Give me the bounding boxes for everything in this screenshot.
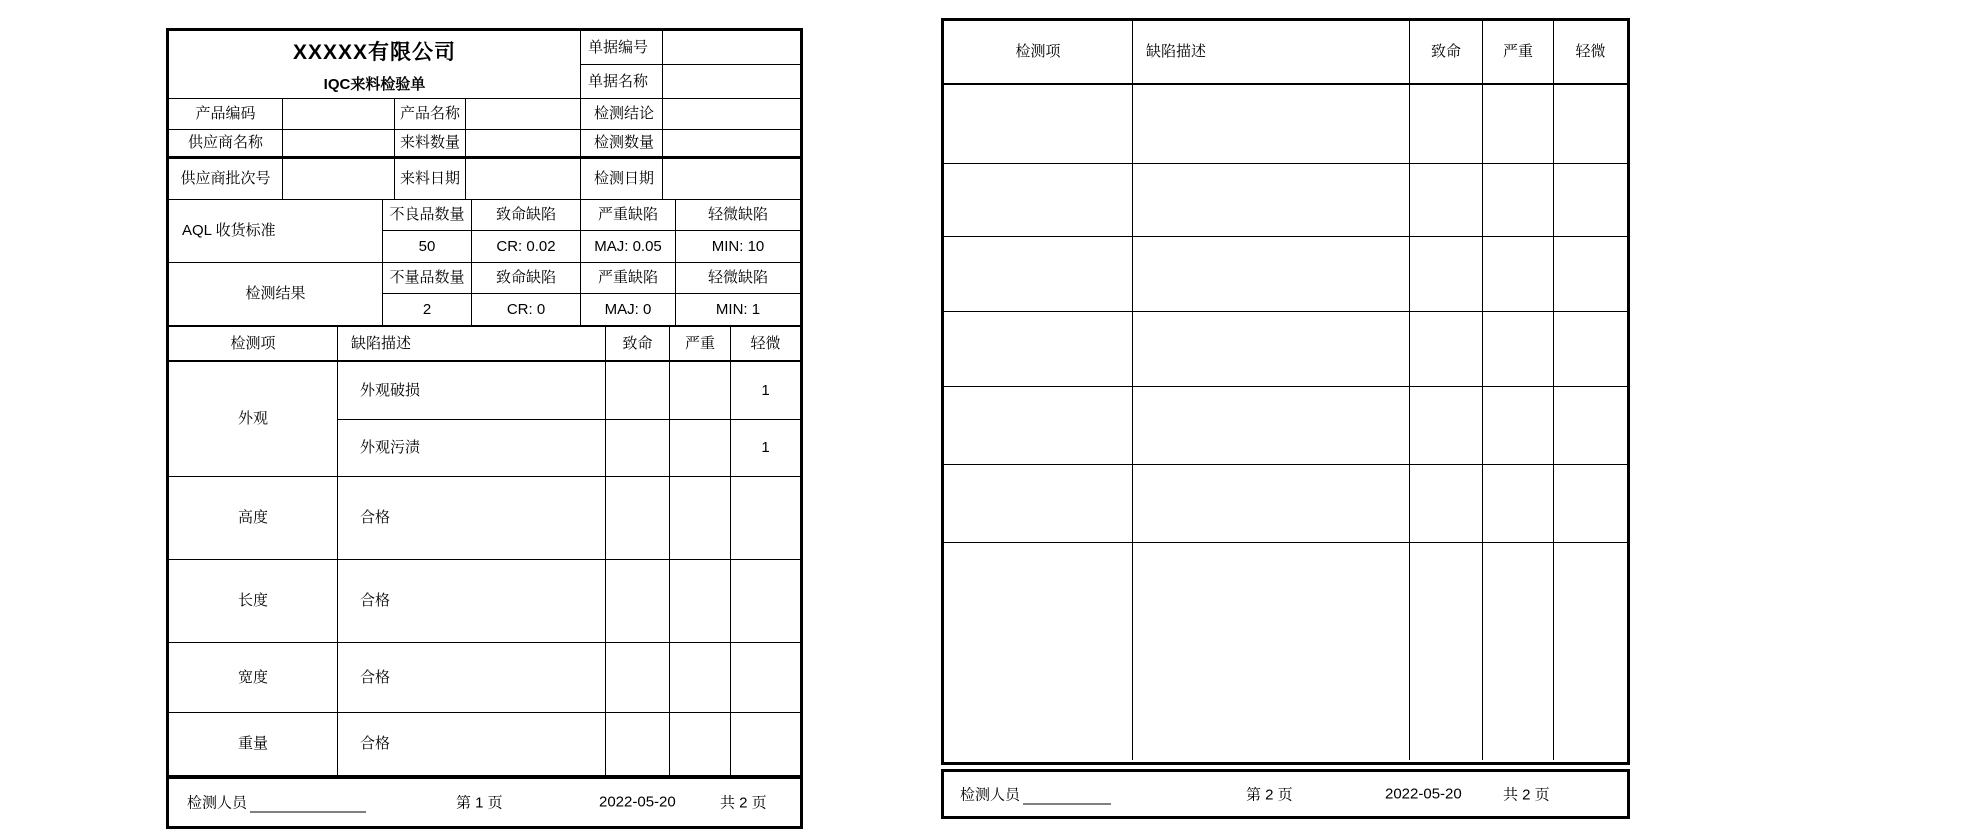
defect-desc: 外观破损 <box>338 362 606 420</box>
column-header-major: 严重 <box>1483 21 1554 83</box>
minor-count <box>731 560 800 643</box>
minor-count <box>731 477 800 560</box>
aql-standard-section <box>169 200 800 263</box>
result-value: CR: 0 <box>472 294 581 325</box>
empty-cell <box>1554 237 1627 312</box>
total-pages: 共 2 页 <box>1503 786 1550 804</box>
empty-cell <box>1410 387 1483 465</box>
critical-count <box>606 420 670 477</box>
inspection-item: 外观 <box>169 362 338 477</box>
empty-cell <box>1554 312 1627 387</box>
info-label: 来料日期 <box>395 159 466 199</box>
detail-table-header <box>944 21 1627 85</box>
major-count <box>670 477 731 560</box>
empty-cell <box>1483 465 1554 543</box>
company-name: XXXXX有限公司 <box>292 40 457 64</box>
major-count <box>670 560 731 643</box>
inspection-item: 重量 <box>169 713 338 775</box>
empty-cell <box>944 164 1133 237</box>
result-value: 2 <box>383 294 472 325</box>
empty-cell <box>944 543 1133 760</box>
result-header: 轻微缺陷 <box>676 263 800 294</box>
info-label: 检测日期 <box>581 159 663 199</box>
doc-name-label: 单据名称 <box>581 65 663 99</box>
inspector-label: 检测人员 <box>187 794 248 812</box>
empty-cell <box>1133 543 1410 760</box>
info-value <box>466 130 581 156</box>
detail-table-body <box>944 85 1627 760</box>
column-header-critical: 致命 <box>606 327 670 360</box>
major-count <box>670 713 731 775</box>
aql-value: 50 <box>383 231 472 262</box>
info-value <box>663 130 800 156</box>
empty-cell <box>1133 465 1410 543</box>
defect-desc: 合格 <box>338 713 606 775</box>
page-1 <box>166 28 803 829</box>
defect-desc: 合格 <box>338 477 606 560</box>
signature-line <box>1023 789 1111 805</box>
info-row-supplier <box>169 130 800 159</box>
doc-no-value <box>663 31 800 65</box>
inspection-item: 宽度 <box>169 643 338 713</box>
empty-cell <box>1410 237 1483 312</box>
inspector-label: 检测人员 <box>960 786 1021 804</box>
defect-desc: 外观污渍 <box>338 420 606 477</box>
doc-no-label: 单据编号 <box>581 31 663 65</box>
result-header: 不量品数量 <box>383 263 472 294</box>
empty-cell <box>1483 543 1554 760</box>
result-section-label: 检测结果 <box>169 263 383 325</box>
signature-line <box>250 797 366 813</box>
info-value <box>663 99 800 129</box>
empty-cell <box>1554 465 1627 543</box>
aql-value: MIN: 10 <box>711 237 765 255</box>
info-row-product <box>169 99 800 130</box>
aql-header: 严重缺陷 <box>581 200 676 231</box>
critical-count <box>606 643 670 713</box>
empty-cell <box>1483 237 1554 312</box>
critical-count <box>606 713 670 775</box>
info-value <box>663 159 800 199</box>
critical-count <box>606 362 670 420</box>
doc-name-value <box>663 65 800 99</box>
result-header: 致命缺陷 <box>472 263 581 294</box>
detail-table-body <box>169 362 800 775</box>
inspection-item: 长度 <box>169 560 338 643</box>
page-number: 第 1 页 <box>456 794 503 812</box>
inspector-signature <box>960 784 1111 805</box>
print-date: 2022-05-20 <box>1385 785 1462 803</box>
aql-header: 轻微缺陷 <box>676 200 800 231</box>
info-label: 供应商名称 <box>169 130 283 156</box>
page-2 <box>941 18 1630 765</box>
aql-header: 致命缺陷 <box>472 200 581 231</box>
column-header-critical: 致命 <box>1410 21 1483 83</box>
empty-cell <box>1133 312 1410 387</box>
empty-cell <box>1410 312 1483 387</box>
info-value <box>466 159 581 199</box>
page-1-footer <box>169 775 800 825</box>
info-row-batch <box>169 159 800 200</box>
result-value: MAJ: 0 <box>581 294 676 325</box>
defect-desc: 合格 <box>338 560 606 643</box>
empty-cell <box>944 237 1133 312</box>
print-date: 2022-05-20 <box>599 793 676 811</box>
column-header-defect-desc: 缺陷描述 <box>338 327 606 360</box>
empty-cell <box>1554 543 1627 760</box>
empty-cell <box>1133 164 1410 237</box>
column-header-minor: 轻微 <box>1575 43 1606 61</box>
empty-cell <box>1410 543 1483 760</box>
minor-count <box>731 643 800 713</box>
result-header: 严重缺陷 <box>581 263 676 294</box>
minor-count: 1 <box>731 362 800 420</box>
doc-info-block <box>581 31 800 98</box>
result-value: MIN: 1 <box>715 300 761 318</box>
detail-table-header <box>169 325 800 362</box>
empty-cell <box>1554 387 1627 465</box>
info-label: 检测数量 <box>581 130 663 156</box>
empty-cell <box>1410 164 1483 237</box>
empty-cell <box>1133 85 1410 164</box>
column-header-major: 严重 <box>670 327 731 360</box>
empty-cell <box>1554 85 1627 164</box>
column-header-item: 检测项 <box>944 21 1133 83</box>
info-value <box>283 130 395 156</box>
major-count <box>670 420 731 477</box>
empty-cell <box>1483 85 1554 164</box>
aql-value: MAJ: 0.05 <box>581 231 676 262</box>
column-header-item: 检测项 <box>169 327 338 360</box>
empty-cell <box>1483 387 1554 465</box>
aql-value: CR: 0.02 <box>472 231 581 262</box>
info-label: 产品编码 <box>169 99 283 129</box>
critical-count <box>606 560 670 643</box>
info-label: 检测结论 <box>581 99 663 129</box>
aql-section-label: AQL 收货标准 <box>169 200 383 262</box>
info-label: 供应商批次号 <box>169 159 283 199</box>
info-label: 产品名称 <box>395 99 466 129</box>
aql-header: 不良品数量 <box>383 200 472 231</box>
title-block <box>169 31 581 98</box>
empty-cell <box>944 387 1133 465</box>
inspector-signature <box>187 792 366 813</box>
inspection-result-section <box>169 263 800 325</box>
empty-cell <box>1554 164 1627 237</box>
empty-cell <box>1410 85 1483 164</box>
defect-desc: 合格 <box>338 643 606 713</box>
empty-cell <box>1483 164 1554 237</box>
minor-count <box>731 713 800 775</box>
page-number: 第 2 页 <box>1246 786 1293 804</box>
info-value <box>466 99 581 129</box>
empty-cell <box>944 85 1133 164</box>
major-count <box>670 643 731 713</box>
empty-cell <box>1133 237 1410 312</box>
column-header-minor: 轻微 <box>750 334 781 352</box>
info-label: 来料数量 <box>395 130 466 156</box>
column-header-defect-desc: 缺陷描述 <box>1133 21 1410 83</box>
total-pages: 共 2 页 <box>720 794 767 812</box>
empty-cell <box>1133 387 1410 465</box>
major-count <box>670 362 731 420</box>
form-title: IQC来料检验单 <box>323 75 426 93</box>
empty-cell <box>944 465 1133 543</box>
empty-cell <box>944 312 1133 387</box>
form-header <box>169 31 800 99</box>
empty-cell <box>1410 465 1483 543</box>
info-value <box>283 99 395 129</box>
minor-count: 1 <box>731 420 800 477</box>
info-value <box>283 159 395 199</box>
empty-cell <box>1483 312 1554 387</box>
page-2-footer <box>941 769 1630 819</box>
critical-count <box>606 477 670 560</box>
inspection-item: 高度 <box>169 477 338 560</box>
